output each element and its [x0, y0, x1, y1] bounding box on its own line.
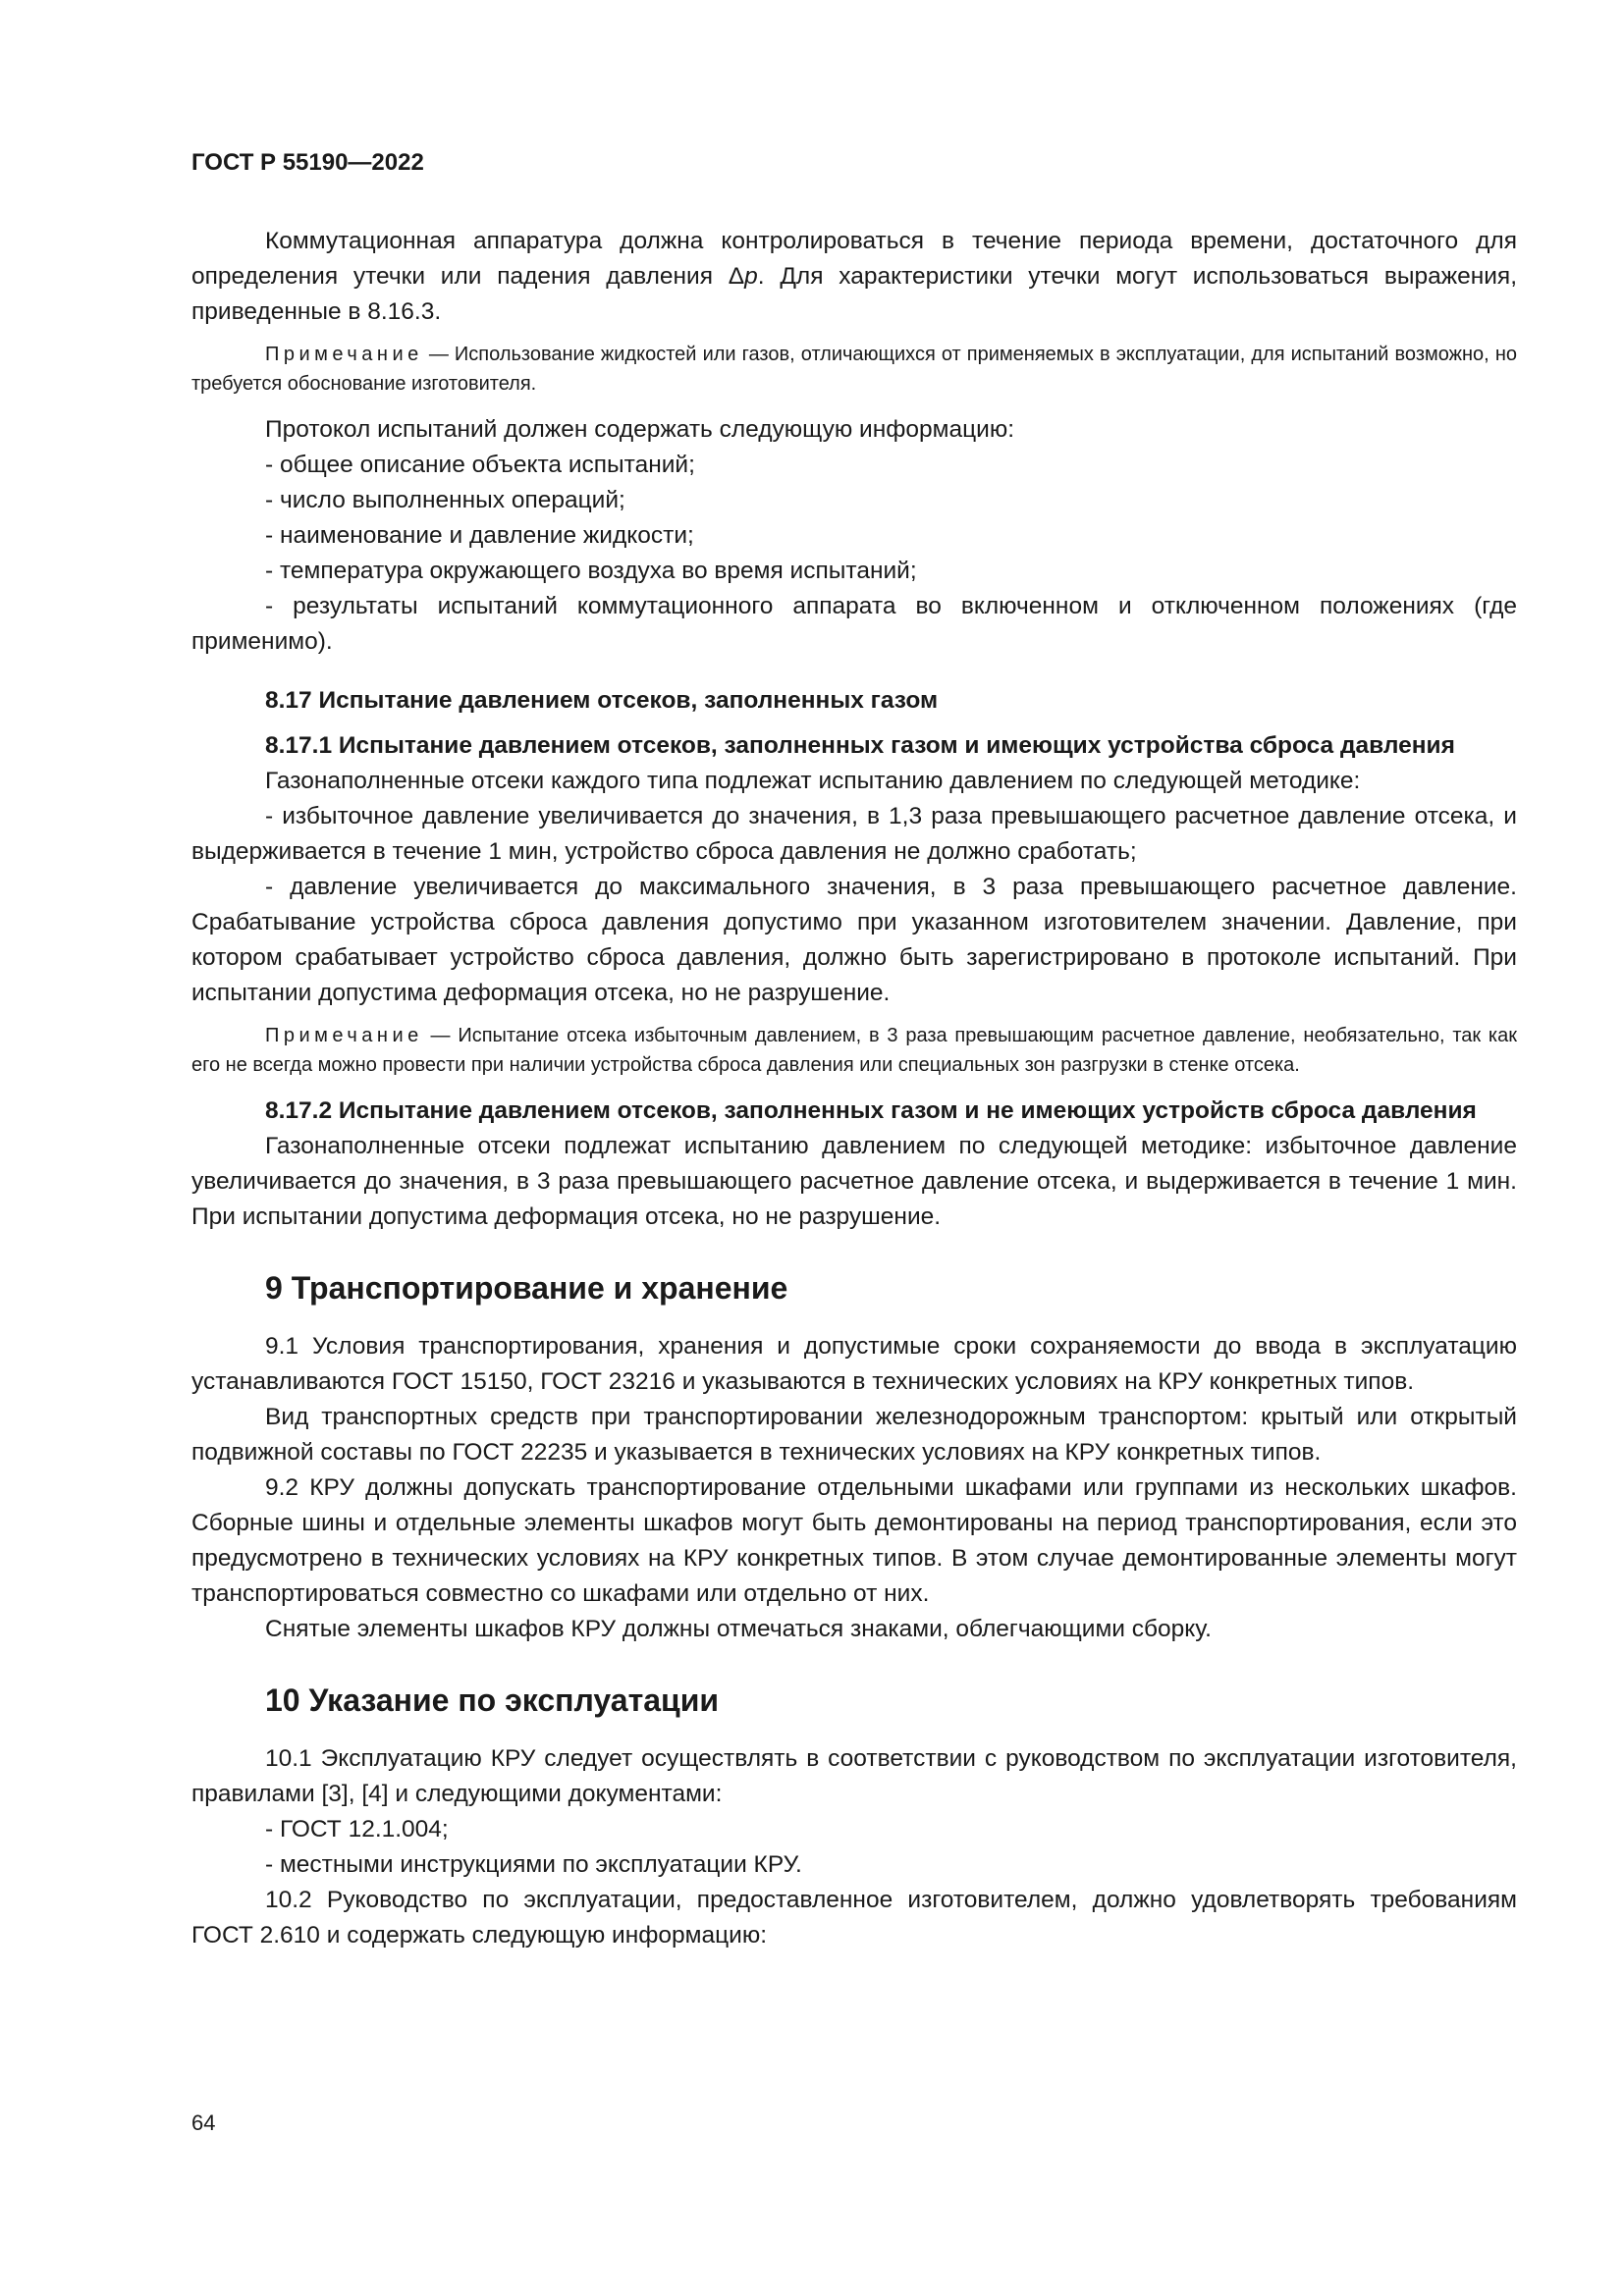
paragraph-8-17-2: Газонаполненные отсеки подлежат испытанию давлением по следующей методике: избыточное давление увеличивается до значения, в 3 раза превышающего расчетное давление отсека, и выдерживается в течение 1 мин. При испытании допустима деформация отсека, но не разрушение.: [191, 1133, 1517, 1230]
pressure-variable: p: [744, 263, 758, 290]
paragraph-9-1: 9.1 Условия транспортирования, хранения и допустимые сроки сохраняемости до ввода в эксплуатацию устанавливаются ГОСТ 15150, ГОСТ 23216 и указываются в технических условиях на КРУ конкретных типов.: [191, 1333, 1517, 1395]
list-item: - избыточное давление увеличивается до значения, в 1,3 раза превышающего расчетное давление отсека, и выдерживается в течение 1 мин, устройство сброса давления не должно сработать;: [191, 803, 1517, 865]
delta-symbol: Δ: [728, 263, 745, 290]
note-label: Примечание: [265, 344, 423, 365]
document-body: [191, 224, 1517, 1953]
heading-8-17: 8.17 Испытание давлением отсеков, заполненных газом: [265, 687, 939, 714]
page-number: 64: [191, 2110, 216, 2135]
paragraph-9-1-b: Вид транспортных средств при транспортировании железнодорожным транспортом: крытый или открытый подвижной составы по ГОСТ 22235 и указывается в технических условиях на КРУ конкретных типов.: [191, 1404, 1517, 1466]
note-text: — Испытание отсека избыточным давлением, в 3 раза превышающим расчетное давление, необязательно, так как его не всегда можно провести при наличии устройства сброса давления или специальных зон разгрузки в стенке отсека.: [191, 1025, 1517, 1076]
paragraph-10-2: 10.2 Руководство по эксплуатации, предоставленное изготовителем, должно удовлетворять требованиям ГОСТ 2.610 и содержать следующую информацию:: [191, 1887, 1517, 1949]
heading-8-17-1: 8.17.1 Испытание давлением отсеков, заполненных газом и имеющих устройства сброса давления: [265, 732, 1455, 759]
list-item: - местными инструкциями по эксплуатации КРУ.: [265, 1851, 802, 1878]
list-item: - ГОСТ 12.1.004;: [265, 1816, 449, 1842]
section-9-title: 9 Транспортирование и хранение: [265, 1270, 788, 1306]
list-item: - результаты испытаний коммутационного аппарата во включенном и отключенном положениях (где применимо).: [191, 593, 1517, 655]
protocol-list: [191, 412, 1517, 660]
paragraph-8-17-1-intro: Газонаполненные отсеки каждого типа подлежат испытанию давлением по следующей методике:: [265, 768, 1361, 794]
paragraph-text: . Для характеристики утечки могут использоваться выражения, приведенные в 8.16.3.: [191, 263, 1517, 325]
list-item: - наименование и давление жидкости;: [265, 522, 694, 549]
list-item: - общее описание объекта испытаний;: [265, 452, 695, 478]
paragraph-9-2: 9.2 КРУ должны допускать транспортирование отдельными шкафами или группами из нескольких шкафов. Сборные шины и отдельные элементы шкафов могут быть демонтированы на период транспортирования, если это предусмотрено в технических условиях на КРУ конкретных типов. В этом случае демонтированные элементы могут транспортироваться совместно со шкафами или отдельно от них.: [191, 1474, 1517, 1607]
paragraph-leak-control: [191, 224, 1517, 330]
list-item: - давление увеличивается до максимального значения, в 3 раза превышающего расчетное давление. Срабатывание устройства сброса давления допустимо при указанном изготовителем значении. Давление, при котором срабатывает устройство сброса давления, должно быть зарегистрировано в протоколе испытаний. При испытании допустима деформация отсека, но не разрушение.: [191, 874, 1517, 1006]
document-id-header: ГОСТ Р 55190—2022: [191, 149, 424, 176]
note-2: [191, 1021, 1517, 1080]
list-item: - число выполненных операций;: [265, 487, 625, 513]
note-label: Примечание: [265, 1025, 423, 1046]
paragraph-10-1: 10.1 Эксплуатацию КРУ следует осуществлять в соответствии с руководством по эксплуатации изготовителя, правилами [3], [4] и следующими документами:: [191, 1745, 1517, 1807]
paragraph-9-2-b: Снятые элементы шкафов КРУ должны отмечаться знаками, облегчающими сборку.: [265, 1616, 1212, 1642]
note-1: [191, 340, 1517, 399]
heading-8-17-2: 8.17.2 Испытание давлением отсеков, заполненных газом и не имеющих устройств сброса давления: [265, 1097, 1477, 1124]
protocol-intro: Протокол испытаний должен содержать следующую информацию:: [265, 416, 1015, 443]
section-10-title: 10 Указание по эксплуатации: [265, 1682, 720, 1718]
paragraph-text: Коммутационная аппаратура должна контролироваться в течение периода времени, достаточного для определения утечки или падения давления: [191, 228, 1517, 290]
list-item: - температура окружающего воздуха во время испытаний;: [265, 558, 917, 584]
note-text: — Использование жидкостей или газов, отличающихся от применяемых в эксплуатации, для испытаний возможно, но требуется обоснование изготовителя.: [191, 344, 1517, 395]
